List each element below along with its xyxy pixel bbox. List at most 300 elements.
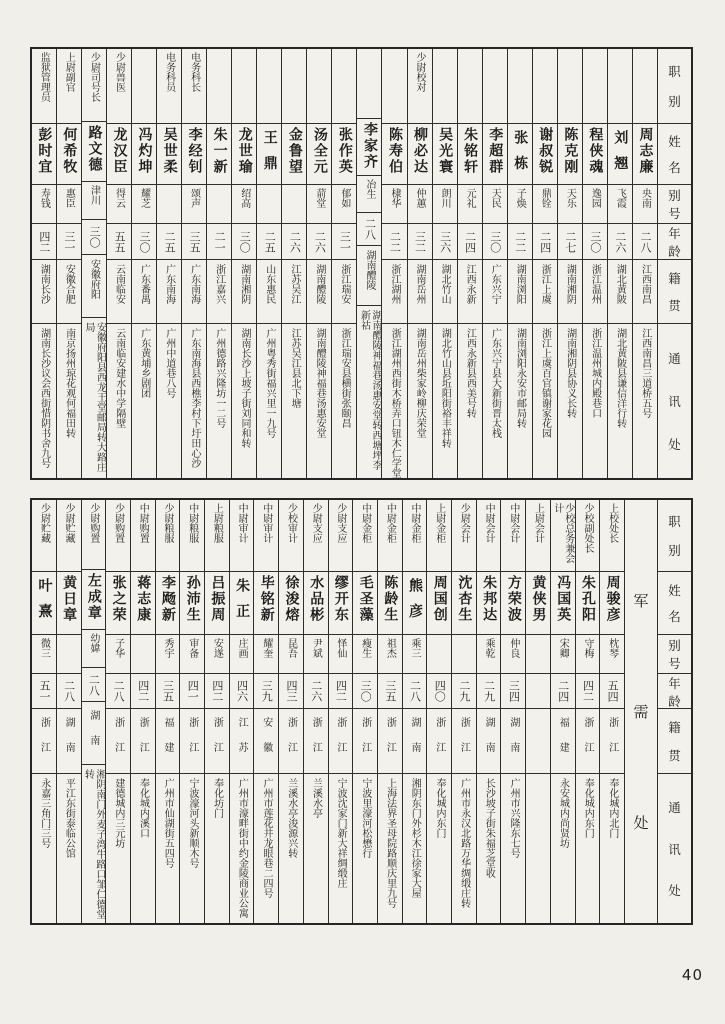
- name-cell: [452, 572, 476, 635]
- header-alias-text: [658, 185, 691, 223]
- name-cell: [257, 124, 281, 185]
- name-text: 朱正: [234, 578, 251, 630]
- address-cell: [32, 774, 56, 923]
- age-cell: [508, 224, 532, 260]
- entry-column: [155, 500, 180, 923]
- header-name: [658, 572, 691, 635]
- name-cell: [32, 572, 56, 635]
- address-text: 湖南长沙上坡子街刘同和转: [238, 328, 250, 448]
- origin-cell: [307, 260, 331, 324]
- role-cell: [232, 49, 256, 124]
- age-text: 三〇: [488, 230, 502, 253]
- address-cell: [107, 324, 131, 478]
- alias-text: 祖杰: [384, 638, 396, 658]
- role-text: 中尉审计: [236, 503, 248, 543]
- role-cell: [205, 500, 229, 572]
- address-cell: [282, 324, 306, 478]
- age-cell: [427, 674, 451, 709]
- age-cell: [279, 674, 303, 709]
- origin-text: 浙江瑞安: [338, 264, 350, 304]
- age-text: 二八: [363, 217, 377, 240]
- entry-column: [179, 500, 204, 923]
- role-cell: [107, 49, 131, 124]
- entry-column: [306, 49, 331, 478]
- char: 职: [668, 63, 681, 79]
- age-text: 五一: [37, 680, 51, 702]
- alias-cell: [257, 185, 281, 224]
- header-role-text: [658, 500, 691, 571]
- alias-text: 鼎铨: [539, 188, 551, 208]
- name-cell: [501, 572, 525, 635]
- name-cell: [583, 124, 607, 185]
- name-text: 周国创: [431, 575, 448, 623]
- alias-cell: [508, 185, 532, 224]
- alias-cell: [353, 635, 377, 674]
- age-text: 四六: [235, 680, 249, 702]
- origin-text: 广东南海: [188, 264, 200, 304]
- alias-cell: [477, 635, 501, 674]
- name-text: 朱孔阳: [579, 575, 596, 623]
- age-cell: [32, 674, 56, 709]
- name-cell: [82, 122, 106, 182]
- address-text: 湖南醴陵神福巷汤惠安堂: [314, 328, 326, 438]
- address-text: 永嘉三角门三号: [38, 778, 50, 848]
- address-text: 湖北黄陂县谦信洋行转: [614, 328, 626, 428]
- header-name: [658, 124, 691, 185]
- origin-text: 安徽府阳: [88, 259, 100, 300]
- char: 通: [668, 799, 681, 815]
- name-text: 黄侠男: [530, 575, 547, 623]
- alias-cell: [82, 182, 106, 220]
- role-cell: [32, 500, 56, 572]
- age-text: 二一: [213, 230, 227, 253]
- age-cell: [207, 224, 231, 260]
- alias-cell: [608, 185, 632, 224]
- entry-column: [607, 49, 632, 478]
- address-cell: [600, 774, 624, 923]
- address-text: 广州市永汉北路万华绸缎庄转: [458, 778, 470, 908]
- address-cell: [357, 306, 381, 478]
- header-origin: [658, 709, 691, 774]
- alias-text: 绍高: [238, 188, 250, 208]
- age-text: 二六: [288, 230, 302, 253]
- entry-column: [482, 49, 507, 478]
- origin-text: 湖南湘阴: [238, 264, 250, 304]
- role-cell: [207, 49, 231, 124]
- char: 别: [668, 94, 681, 110]
- address-cell: [452, 774, 476, 923]
- alias-text: 乘三: [409, 638, 421, 658]
- origin-text: 湖南: [63, 717, 75, 767]
- name-text: 陈寿伯: [387, 127, 403, 175]
- name-text: 汤全元: [311, 127, 328, 175]
- address-text: 奉化城内东门: [582, 778, 594, 838]
- origin-text: 湖南醴陵: [363, 250, 375, 291]
- address-text: 江西南昌三道桥五号: [639, 328, 651, 418]
- header-address: [658, 774, 691, 923]
- name-text: 李家齐: [361, 122, 378, 171]
- char: 号: [668, 656, 681, 672]
- alias-text: 怿仙: [334, 638, 346, 658]
- age-cell: [304, 674, 328, 709]
- name-cell: [307, 124, 331, 185]
- age-cell: [82, 220, 106, 255]
- age-cell: [257, 224, 281, 260]
- alias-cell: [32, 635, 56, 674]
- entry-column: [56, 500, 81, 923]
- address-text: 浙江湖州西街木桥弄口钮木仁学堂: [389, 328, 401, 478]
- name-text: 彭时宜: [36, 127, 53, 175]
- roster-table-top: [30, 47, 693, 480]
- alias-cell: [332, 185, 356, 224]
- age-text: 四二: [334, 680, 348, 702]
- role-cell: [452, 500, 476, 572]
- page-number: 40: [681, 966, 703, 984]
- alias-cell: [282, 185, 306, 224]
- alias-text: 逸园: [589, 188, 601, 208]
- alias-text: 飞霞: [614, 188, 626, 208]
- alias-cell: [329, 635, 353, 674]
- role-cell: [382, 49, 406, 124]
- address-cell: [583, 324, 607, 478]
- origin-cell: [82, 702, 106, 765]
- name-text: 吕振周: [209, 575, 226, 623]
- name-text: 陈克刚: [562, 127, 579, 175]
- address-cell: [232, 324, 256, 478]
- address-text: 云南临安建水中学隔壁: [113, 328, 125, 428]
- alias-cell: [408, 185, 432, 224]
- age-cell: [182, 224, 206, 260]
- header-role-text: [658, 49, 691, 123]
- header-age-text: [658, 224, 691, 259]
- age-text: 二二: [388, 230, 402, 253]
- age-text: 四二: [136, 680, 150, 702]
- name-text: 金鲁望: [286, 127, 303, 175]
- age-text: 四二: [581, 680, 595, 702]
- name-cell: [156, 572, 180, 635]
- age-cell: [576, 674, 600, 709]
- role-text: 电务科员: [163, 52, 175, 92]
- name-text: 黄日章: [61, 575, 78, 623]
- role-cell: [82, 500, 106, 570]
- address-text: 奉化坊门: [211, 778, 223, 818]
- age-cell: [458, 224, 482, 260]
- alias-text: 郁如: [338, 188, 350, 208]
- name-text: 吴世柔: [161, 127, 178, 175]
- name-cell: [558, 124, 582, 185]
- address-cell: [82, 318, 106, 478]
- origin-text: 山东惠民: [263, 264, 275, 304]
- name-cell: [526, 572, 550, 635]
- address-cell: [508, 324, 532, 478]
- alias-cell: [304, 635, 328, 674]
- header-age: [658, 674, 691, 709]
- origin-text: 浙江: [285, 717, 297, 767]
- entry-column: [256, 49, 281, 478]
- origin-text: 广东兴宁: [489, 264, 501, 304]
- entry-column: [106, 49, 131, 478]
- address-text: 宁波濠河头新顺木号: [186, 778, 198, 868]
- age-text: 二四: [538, 230, 552, 253]
- age-text: 二八: [408, 680, 422, 702]
- alias-text: 守梅: [581, 638, 593, 658]
- address-text: 浙江瑞安县横街张颐昌: [339, 328, 351, 428]
- origin-cell: [329, 709, 353, 774]
- alias-text: 天民: [489, 188, 501, 208]
- header-age-text: [658, 674, 691, 708]
- alias-text: 乘乾: [483, 638, 495, 658]
- name-cell: [57, 124, 81, 185]
- role-cell: [533, 49, 557, 124]
- name-cell: [254, 572, 278, 635]
- origin-cell: [533, 260, 557, 324]
- alias-cell: [230, 635, 254, 674]
- address-text: 广州德路兴隆坊一二号: [213, 328, 225, 428]
- address-cell: [156, 774, 180, 923]
- alias-cell: [583, 185, 607, 224]
- address-text: 长沙坡子街朱福芝堂收: [483, 778, 495, 878]
- address-cell: [576, 774, 600, 923]
- origin-text: 云南临安: [113, 264, 125, 304]
- role-text: 少尉贮藏: [38, 503, 50, 543]
- alias-text: 幼媁: [87, 633, 99, 654]
- entry-column: [507, 49, 532, 478]
- address-cell: [207, 324, 231, 478]
- role-cell: [576, 500, 600, 572]
- origin-cell: [353, 709, 377, 774]
- name-text: 周志廉: [637, 127, 654, 175]
- address-text: 湖北竹山县坵阳街裕丰祥转: [439, 328, 451, 448]
- origin-text: 湖南醴陵: [313, 264, 325, 304]
- char: 籍: [668, 271, 681, 286]
- role-text: 少尉校对: [414, 52, 426, 92]
- origin-text: 广东番禺: [138, 264, 150, 304]
- age-text: 二八: [62, 680, 76, 702]
- age-cell: [307, 224, 331, 260]
- age-text: 五四: [606, 680, 620, 702]
- name-text: 沈杏生: [456, 575, 473, 623]
- header-address-text: [658, 774, 691, 923]
- alias-text: 子焕: [514, 188, 526, 208]
- row-header-column: [657, 500, 691, 923]
- origin-cell: [131, 709, 155, 774]
- address-text: 湘阴东门外杉木江徐家大屋: [409, 778, 421, 898]
- age-cell: [533, 224, 557, 260]
- alias-text: 葥堂: [313, 188, 325, 208]
- origin-cell: [106, 709, 130, 774]
- char: 别: [668, 187, 681, 203]
- address-text: 平江东街泰临公馆: [63, 778, 75, 858]
- origin-text: 福建: [557, 717, 569, 767]
- age-text: 四一: [186, 680, 200, 702]
- header-name-text: [658, 124, 691, 184]
- name-text: 张栋: [512, 130, 529, 182]
- origin-text: 浙江: [38, 717, 50, 767]
- name-cell: [477, 572, 501, 635]
- role-cell: [458, 49, 482, 124]
- age-cell: [600, 674, 624, 709]
- address-cell: [82, 765, 106, 923]
- address-cell: [533, 324, 557, 478]
- age-text: 三二: [413, 230, 427, 253]
- age-cell: [329, 674, 353, 709]
- alias-cell: [403, 635, 427, 674]
- address-text: 广州市莲花井龙眼巷二四号: [261, 778, 273, 898]
- entry-column: [131, 49, 156, 478]
- role-cell: [583, 49, 607, 124]
- origin-cell: [433, 260, 457, 324]
- alias-cell: [427, 635, 451, 674]
- role-cell: [307, 49, 331, 124]
- age-cell: [232, 224, 256, 260]
- entry-column: [303, 500, 328, 923]
- address-cell: [427, 774, 451, 923]
- alias-cell: [633, 185, 657, 224]
- role-cell: [157, 49, 181, 124]
- address-text: 安徽府阳县西龙王堂邮局转大路庄局: [82, 321, 106, 472]
- origin-cell: [501, 709, 525, 774]
- role-cell: [378, 500, 402, 572]
- age-cell: [157, 224, 181, 260]
- char: 姓: [668, 582, 681, 598]
- alias-text: 昆吾: [285, 638, 297, 658]
- row-header-column: [657, 49, 691, 478]
- entry-column: [407, 49, 432, 478]
- role-text: 少尉支应: [334, 503, 346, 543]
- address-text: 湖南湘阴县协义长转: [564, 328, 576, 418]
- role-cell: [182, 49, 206, 124]
- age-text: 三一: [338, 230, 352, 253]
- origin-text: 浙江: [137, 717, 149, 767]
- origin-text: 浙江温州: [589, 264, 601, 304]
- alias-text: 棣华: [389, 188, 400, 208]
- role-text: 少校审计: [285, 503, 297, 543]
- origin-cell: [583, 260, 607, 324]
- role-cell: [132, 49, 156, 124]
- alias-cell: [576, 635, 600, 674]
- char: 别: [668, 543, 681, 559]
- name-text: 冯国英: [555, 575, 572, 623]
- origin-cell: [382, 260, 406, 324]
- name-cell: [600, 572, 624, 635]
- name-text: 熊彦: [407, 578, 424, 630]
- name-text: 叶熹: [36, 578, 53, 630]
- alias-text: 瘦生: [359, 638, 371, 658]
- origin-text: 湖南: [483, 717, 495, 767]
- name-text: 蒋志康: [135, 575, 152, 623]
- origin-cell: [477, 709, 501, 774]
- role-cell: [558, 49, 582, 124]
- header-role: [658, 500, 691, 572]
- age-text: 四二: [210, 680, 224, 702]
- role-cell: [483, 49, 507, 124]
- origin-cell: [304, 709, 328, 774]
- origin-cell: [427, 709, 451, 774]
- age-cell: [353, 674, 377, 709]
- name-cell: [131, 572, 155, 635]
- age-cell: [558, 224, 582, 260]
- origin-text: 江苏: [236, 717, 248, 767]
- alias-text: 央南: [639, 188, 651, 208]
- address-text: 浙江温州城内殿巷口: [589, 328, 601, 418]
- name-cell: [382, 124, 406, 185]
- origin-cell: [600, 709, 624, 774]
- name-text: 朱一新: [211, 127, 228, 175]
- name-text: 张之荣: [110, 575, 127, 623]
- origin-cell: [551, 709, 575, 774]
- origin-cell: [257, 260, 281, 324]
- age-cell: [483, 224, 507, 260]
- age-text: 三〇: [238, 230, 252, 253]
- alias-cell: [57, 635, 81, 674]
- alias-cell: [378, 635, 402, 674]
- origin-text: 江西永新: [464, 264, 476, 304]
- origin-text: 浙江上虞: [539, 264, 551, 304]
- address-cell: [131, 774, 155, 923]
- origin-text: 浙江: [384, 717, 396, 767]
- origin-cell: [254, 709, 278, 774]
- name-text: 何希牧: [61, 127, 78, 175]
- char: 号: [668, 206, 681, 222]
- age-cell: [357, 213, 381, 247]
- role-text: 上尉会计: [532, 503, 544, 543]
- header-age: [658, 224, 691, 260]
- entry-column: [281, 49, 306, 478]
- entry-column: [426, 500, 451, 923]
- address-cell: [257, 324, 281, 478]
- role-cell: [427, 500, 451, 572]
- role-text: 中尉粮服: [186, 503, 198, 543]
- name-text: 徐浚熔: [283, 575, 300, 623]
- origin-text: 福建: [161, 717, 173, 767]
- origin-text: 湖南: [507, 717, 519, 767]
- age-cell: [254, 674, 278, 709]
- role-text: 中尉金柜: [359, 503, 371, 543]
- name-cell: [207, 124, 231, 185]
- role-text: 少校副处长: [581, 503, 593, 553]
- name-text: 李超群: [487, 127, 504, 175]
- origin-text: 浙江: [581, 717, 593, 767]
- role-text: 少尉粮服: [161, 503, 173, 543]
- address-text: 广州市濠畔街中约金陵商业公寓: [236, 778, 248, 918]
- name-cell: [82, 570, 106, 631]
- role-cell: [608, 49, 632, 124]
- name-cell: [433, 124, 457, 185]
- header-alias: [658, 635, 691, 674]
- name-text: 张作英: [336, 127, 353, 175]
- origin-cell: [156, 709, 180, 774]
- origin-text: 江苏吴江: [288, 264, 300, 304]
- age-text: 三五: [161, 680, 175, 702]
- age-cell: [132, 224, 156, 260]
- char: 处: [668, 437, 681, 452]
- address-cell: [32, 324, 56, 478]
- alias-cell: [156, 635, 180, 674]
- origin-text: 安徽合肥: [63, 264, 75, 304]
- alias-cell: [254, 635, 278, 674]
- origin-text: 浙江湖州: [389, 264, 400, 304]
- age-cell: [156, 674, 180, 709]
- address-text: 湘阴南门外麦子湾牛路口邹仁德堂转: [82, 768, 105, 919]
- role-text: 中尉购置: [137, 503, 149, 543]
- role-text: 少尉会计: [458, 503, 470, 543]
- header-alias-text: [658, 635, 691, 673]
- address-text: 南京扬州琼花观何福田转: [63, 328, 75, 438]
- role-cell: [180, 500, 204, 572]
- address-cell: [483, 324, 507, 478]
- entry-column: [356, 49, 381, 478]
- address-cell: [458, 324, 482, 478]
